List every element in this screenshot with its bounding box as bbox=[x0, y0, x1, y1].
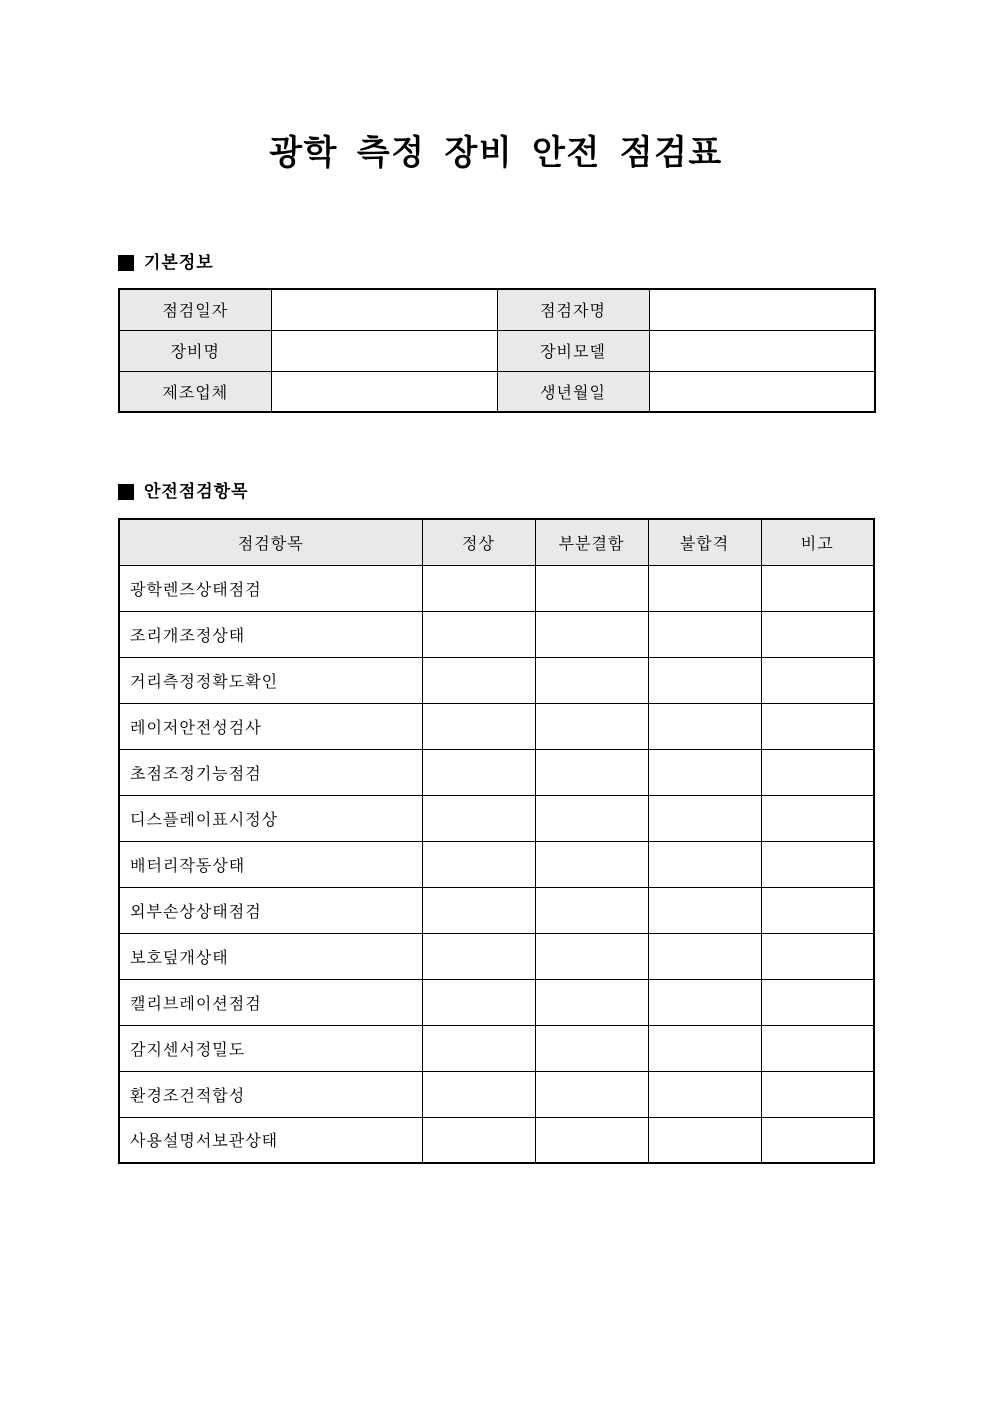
checklist-table bbox=[118, 518, 875, 1164]
field-label-inspection-date: 점검일자 bbox=[119, 289, 271, 330]
field-value-birth-date bbox=[649, 371, 875, 412]
mark-cell-fail bbox=[648, 703, 761, 749]
document-title: 광학 측정 장비 안전 점검표 bbox=[269, 134, 723, 172]
checklist-header-row bbox=[119, 519, 874, 565]
field-label-inspector-name: 점검자명 bbox=[497, 289, 649, 330]
mark-cell-partial-defect bbox=[535, 1071, 648, 1117]
mark-cell-remarks bbox=[761, 1117, 874, 1163]
mark-cell-remarks bbox=[761, 933, 874, 979]
column-header-item: 점검항목 bbox=[119, 519, 422, 565]
checklist-row bbox=[119, 611, 874, 657]
field-value-inspector-name bbox=[649, 289, 875, 330]
mark-cell-fail bbox=[648, 1071, 761, 1117]
checklist-item-label: 배터리작동상태 bbox=[119, 841, 422, 887]
mark-cell-partial-defect bbox=[535, 657, 648, 703]
section-heading-label: 기본정보 bbox=[144, 253, 214, 272]
mark-cell-partial-defect bbox=[535, 795, 648, 841]
mark-cell-partial-defect bbox=[535, 611, 648, 657]
mark-cell-fail bbox=[648, 979, 761, 1025]
square-bullet-icon bbox=[118, 255, 134, 271]
mark-cell-remarks bbox=[761, 611, 874, 657]
checklist-row bbox=[119, 703, 874, 749]
checklist-item-label: 사용설명서보관상태 bbox=[119, 1117, 422, 1163]
info-row bbox=[119, 330, 875, 371]
column-header-partial-defect: 부분결함 bbox=[535, 519, 648, 565]
mark-cell-partial-defect bbox=[535, 749, 648, 795]
mark-cell-normal bbox=[422, 979, 535, 1025]
mark-cell-partial-defect bbox=[535, 703, 648, 749]
field-value-manufacturer bbox=[271, 371, 497, 412]
checklist-item-label: 캘리브레이션점검 bbox=[119, 979, 422, 1025]
checklist-row bbox=[119, 979, 874, 1025]
checklist-row bbox=[119, 565, 874, 611]
mark-cell-normal bbox=[422, 1025, 535, 1071]
mark-cell-partial-defect bbox=[535, 933, 648, 979]
mark-cell-fail bbox=[648, 887, 761, 933]
mark-cell-normal bbox=[422, 657, 535, 703]
field-label-manufacturer: 제조업체 bbox=[119, 371, 271, 412]
checklist-row bbox=[119, 1117, 874, 1163]
mark-cell-remarks bbox=[761, 979, 874, 1025]
mark-cell-fail bbox=[648, 657, 761, 703]
basic-info-table bbox=[118, 288, 876, 413]
field-label-equipment-model: 장비모델 bbox=[497, 330, 649, 371]
checklist-item-label: 거리측정정확도확인 bbox=[119, 657, 422, 703]
mark-cell-normal bbox=[422, 611, 535, 657]
column-header-normal: 정상 bbox=[422, 519, 535, 565]
checklist-row bbox=[119, 841, 874, 887]
mark-cell-normal bbox=[422, 841, 535, 887]
mark-cell-remarks bbox=[761, 887, 874, 933]
checklist-row bbox=[119, 749, 874, 795]
mark-cell-partial-defect bbox=[535, 841, 648, 887]
column-header-remarks: 비고 bbox=[761, 519, 874, 565]
checklist-item-label: 환경조건적합성 bbox=[119, 1071, 422, 1117]
checklist-item-label: 보호덮개상태 bbox=[119, 933, 422, 979]
info-row bbox=[119, 289, 875, 330]
checklist-item-label: 광학렌즈상태점검 bbox=[119, 565, 422, 611]
mark-cell-remarks bbox=[761, 657, 874, 703]
mark-cell-partial-defect bbox=[535, 979, 648, 1025]
column-header-fail: 불합격 bbox=[648, 519, 761, 565]
mark-cell-remarks bbox=[761, 841, 874, 887]
checklist-item-label: 감지센서정밀도 bbox=[119, 1025, 422, 1071]
mark-cell-fail bbox=[648, 565, 761, 611]
mark-cell-normal bbox=[422, 1071, 535, 1117]
mark-cell-fail bbox=[648, 795, 761, 841]
info-row bbox=[119, 371, 875, 412]
mark-cell-fail bbox=[648, 611, 761, 657]
mark-cell-remarks bbox=[761, 1071, 874, 1117]
checklist-row bbox=[119, 657, 874, 703]
mark-cell-normal bbox=[422, 749, 535, 795]
checklist-row bbox=[119, 1025, 874, 1071]
mark-cell-fail bbox=[648, 841, 761, 887]
mark-cell-remarks bbox=[761, 703, 874, 749]
checklist-item-label: 초점조정기능점검 bbox=[119, 749, 422, 795]
field-value-equipment-model bbox=[649, 330, 875, 371]
mark-cell-remarks bbox=[761, 1025, 874, 1071]
mark-cell-fail bbox=[648, 1025, 761, 1071]
square-bullet-icon bbox=[118, 484, 134, 500]
field-label-equipment-name: 장비명 bbox=[119, 330, 271, 371]
section-heading-label: 안전점검항목 bbox=[144, 482, 249, 501]
mark-cell-normal bbox=[422, 933, 535, 979]
checklist-item-label: 외부손상상태점검 bbox=[119, 887, 422, 933]
checklist-row bbox=[119, 933, 874, 979]
field-value-equipment-name bbox=[271, 330, 497, 371]
mark-cell-partial-defect bbox=[535, 1025, 648, 1071]
checklist-row bbox=[119, 795, 874, 841]
mark-cell-remarks bbox=[761, 795, 874, 841]
mark-cell-normal bbox=[422, 887, 535, 933]
mark-cell-fail bbox=[648, 933, 761, 979]
checklist-row bbox=[119, 1071, 874, 1117]
mark-cell-partial-defect bbox=[535, 887, 648, 933]
mark-cell-remarks bbox=[761, 565, 874, 611]
mark-cell-fail bbox=[648, 1117, 761, 1163]
field-label-birth-date: 생년월일 bbox=[497, 371, 649, 412]
mark-cell-remarks bbox=[761, 749, 874, 795]
checklist-item-label: 디스플레이표시정상 bbox=[119, 795, 422, 841]
mark-cell-partial-defect bbox=[535, 1117, 648, 1163]
mark-cell-normal bbox=[422, 565, 535, 611]
section-heading-basic-info bbox=[118, 253, 992, 273]
checklist-row bbox=[119, 887, 874, 933]
mark-cell-fail bbox=[648, 749, 761, 795]
mark-cell-normal bbox=[422, 1117, 535, 1163]
checklist-item-label: 조리개조정상태 bbox=[119, 611, 422, 657]
field-value-inspection-date bbox=[271, 289, 497, 330]
mark-cell-normal bbox=[422, 703, 535, 749]
section-heading-checklist bbox=[118, 482, 992, 502]
mark-cell-partial-defect bbox=[535, 565, 648, 611]
checklist-item-label: 레이저안전성검사 bbox=[119, 703, 422, 749]
mark-cell-normal bbox=[422, 795, 535, 841]
